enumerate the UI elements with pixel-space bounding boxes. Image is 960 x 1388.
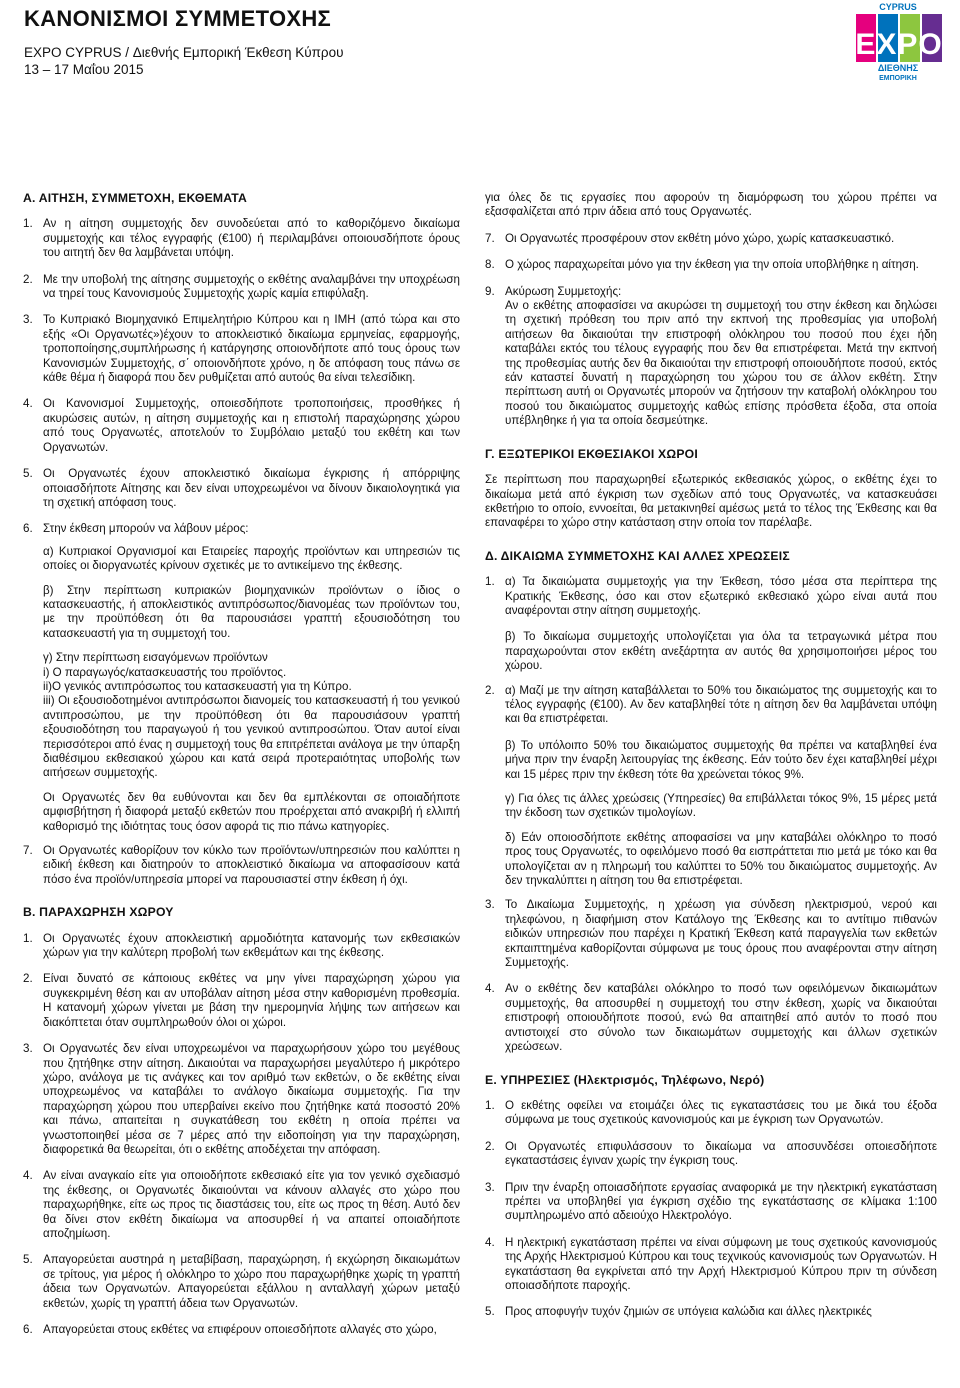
sub-item-c-line: ii)Ο γενικός αντιπρόσωπος του κατασκευαστή για τη Κύπρο. [43, 679, 352, 693]
section-e-heading: Ε. ΥΠΗΡΕΣΙΕΣ (Ηλεκτρισμός, Τηλέφωνο, Νερό) [485, 1072, 765, 1087]
cancellation-body: Αν ο εκθέτης αποφασίσει να ακυρώσει τη συμμετοχή του στην έκθεση και δηλώσει τη σχετική πρόθεση του πριν από την εκπνοή της προθεσμίας για υποβολή αιτήσεων θα δικαιούται την επιστροφή ολόκληρου του ποσού που έχει ήδη καταβάλει εκτός του τέλους εγγραφής που δεν θα επιστρέφεται. Μετά την εκπνοή της προθεσμίας αυτής δεν θα δικαιούται την επιστροφή οποιουδήποτε ποσού, εκτός εάν καταστεί δυνατή η παραχώρηση του χώρου του σε άλλον εκθέτη. Στην περίπτωση αυτή οι Οργανωτές μπορούν να ζητήσουν την καταβολή ολόκληρου του ποσού του δικαιώματος συμμετοχής καθώς επίσης πρόσθετα έξοδα, στα οποία υπέβληθηκε ή για τα οποία δεσμεύτηκε. [505, 299, 937, 428]
section-d-heading: Δ. ΔΙΚΑΙΩΜΑ ΣΥΜΜΕΤΟΧΗΣ ΚΑΙ ΑΛΛΕΣ ΧΡΕΩΣΕΙΣ [485, 548, 790, 563]
sub-item: β) Το υπόλοιπο 50% του δικαιώματος συμμετοχής θα πρέπει να καταβληθεί ένα μήνα πριν την έναρξη λειτουργίας της έκθεσης. Εάν τούτο δεν έχει καταβληθεί μέχρι και 15 μέρες πριν την έκθεση τότε θα χρεώνεται τόκος 9%. [505, 738, 937, 781]
sub-item: γ) Για όλες τις άλλες χρεώσεις (Υπηρεσίες) θα επιβάλλεται τόκος 9%, 15 μέρες μετά την έκδοση των σχετικών τιμολογίων. [505, 792, 937, 820]
list-item: 2. Είναι δυνατό σε κάποιους εκθέτες να μην γίνει παραχώρηση χώρου για συγκεκριμένη θέση και αν υποβάλαν αίτηση μέσα στην καθορισμένη προθεσμία. Η κατανομή χώρων γίνεται με βάση την ημερομηνία λήψης των αιτήσεων και διακόπτεται όταν συμπληρωθούν όλοι οι χώροι. [23, 972, 460, 1029]
list-item: 4. Αν είναι αναγκαίο είτε για οποιοδήποτε εκθεσιακό είτε για τον γενικό σχεδιασμό της έκθεσης, οι Οργανωτές δικαιούνται να κάνουν αλλαγές στο χώρο που παραχωρήθηκε, είτε ως προς τις διαστάσεις του, είτε ως προς τη θέση. Αυτό δεν θα δίνει στον εκθέτη δικαίωμα να αποσυρθεί ή να απαιτεί οποιαδήποτε αποζημίωση. [23, 1169, 460, 1240]
list-item: 1. Οι Οργανωτές έχουν αποκλειστική αρμοδιότητα κατανομής των εκθεσιακών χώρων για την καλύτερη προβολή των εκθεμάτων και της έκθεσης. [23, 931, 460, 960]
sub-item: δ) Εάν οποιοσδήποτε εκθέτης αποφασίσει να μην καταβάλει ολόκληρο το ποσό προς τους Οργανωτές, το οφειλόμενο ποσό θα εισπράττεται πιο μετά με τόκο και θα υπολογίζεται αν η πληρωμή του καλύπτει το 50% του δικαιώματος συμμετοχής. Αν δεν τηνκαλύπτει η αίτηση του θα επιστρέφεται. [505, 830, 937, 888]
event-dates: 13 – 17 Μαΐου 2015 [24, 62, 144, 77]
logo-top-text: CYPRUS [879, 2, 917, 12]
sub-item-c-iii: iii) Οι εξουσιοδοτημένοι αντιπρόσωποι διανομείς του κατασκευαστή ή του γενικού αντιπροσώπου, με την προϋπόθεση ότι θα παρουσιάσουν γραπτή εξουσιοδότηση του παραγωγού ή του γενικού αντιπροσώπου. Όταν αυτοί είναι περισσότεροι από ένας η συμμετοχή τους θα επιτρέπεται ανάλογα με την ύπαρξη διαθέσιμου εκθεσιακού χώρου και κατά σειρά προτεραιότητας υποβολής των αιτήσεων συμμετοχής. [43, 694, 460, 780]
list-item: 9. Ακύρωση Συμμετοχής: Αν ο εκθέτης αποφασίσει να ακυρώσει τη συμμετοχή του στην έκθεση και δηλώσει τη σχετική πρόθεση του πριν από την εκπνοή της προθεσμίας για υποβολή αιτήσεων θα δικαιούται την επιστροφή ολόκληρου του ποσού που έχει ήδη καταβάλει εκτός του τέλους εγγραφής που δεν θα επιστρέφεται. Μετά την εκπνοή της προθεσμίας αυτής δεν θα δικαιούται την επιστροφή οποιουδήποτε ποσού, εκτός εάν καταστεί δυνατή η παραχώρηση του χώρου του σε άλλον εκθέτη. Στην περίπτωση αυτή οι Οργανωτές μπορούν να ζητήσουν την καταβολή ολόκληρου του ποσού του δικαιώματος συμμετοχής καθώς επίσης πρόσθετα έξοδα, στα οποία υπέβληθηκε ή για τα οποία δεσμεύτηκε. [485, 284, 937, 428]
continuation-text: για όλες δε τις εργασίες που αφορούν τη διαμόρφωση του χώρου πρέπει να εξασφαλίζεται από πριν άδεια από τους Οργανωτές. [485, 191, 937, 219]
event-name: EXPO CYPRUS / Διεθνής Εμπορική Έκθεση Κύπρου [24, 45, 344, 60]
sub-item-c-line: γ) Στην περίπτωση εισαγόμενων προϊόντων [43, 651, 268, 665]
list-item: 3. Πριν την έναρξη οποιασδήποτε εργασίας αναφορικά με την ηλεκτρική εγκατάσταση πρέπει να υποβληθεί για έγκριση σχέδιο της εγκατάστασης σε κλίμακα 1:100 συμπληρωμένο από αδειούχο Ηλεκτρολόγο. [485, 1180, 937, 1223]
list-item: 7. Οι Οργανωτές καθορίζουν τον κύκλο των προϊόντων/υπηρεσιών που καλύπτει η ειδική έκθεση και διατηρούν το αποκλειστικό δικαίωμα να αποφασίσουν κατά πόσο ένα προϊόν/υπηρεσία μπορεί να παρουσιαστεί στην έκθεση ή όχι. [23, 844, 460, 886]
section-b-heading: Β. ΠΑΡΑΧΩΡΗΣΗ ΧΩΡΟΥ [23, 905, 174, 920]
list-item: 3. Το Δικαίωμα Συμμετοχής, η χρέωση για σύνδεση ηλεκτρισμού, νερού και τηλεφώνου, η διαφήμιση στον Κατάλογο της Έκθεσης και το αντίτιμο πιθανών ειδικών υπηρεσιών που παρέχει η Κρατική Έκθεση κατά παραγγελία των εκθετών εκπαιπτημένα καθορίζονται σύμφωνα με τους όρους που αναφέρονται στην αίτηση Συμμετοχής. [485, 898, 937, 970]
list-item: 6. Στην έκθεση μπορούν να λάβουν μέρος: [23, 522, 249, 536]
list-item: 7. Οι Οργανωτές προσφέρουν στον εκθέτη μόνο χώρο, χωρίς κατασκευαστικό. [485, 231, 895, 245]
list-item: 3. Οι Οργανωτές δεν είναι υποχρεωμένοι να παραχωρήσουν χώρο του μεγέθους που ζητήθηκε στην αίτηση. Δικαιούται να παραχωρήσει μεγαλύτερο ή μικρότερο χώρο, ανάλογα με τις ανάγκες και τον αριθμό των εκθετών, ο δε εκθέτης είναι υποχρεωμένος να καταβάλει το ανάλογο δικαίωμα συμμετοχής. Για την παραχώρηση χώρου που υπερβαίνει εκείνο που ζητήθηκε κατά ποσοστό 20% και πάνω, απαιτείται η συγκατάθεση του εκθέτη η οποία πρέπει να γνωστοποιηθεί μέσα σε 7 μέρες από την ειδοποίηση για την παραχώρηση, διαφορετικά θα θεωρείται, ότι ο εκθέτης αποδέχεται την απόφαση. [23, 1042, 460, 1156]
section-c-heading: Γ. ΕΞΩΤΕΡΙΚΟΙ ΕΚΘΕΣΙΑΚΟΙ ΧΩΡΟΙ [485, 446, 698, 461]
list-item: 6. Απαγορεύεται στους εκθέτες να επιφέρουν οποιεσδήποτε αλλαγές στο χώρο, [23, 1323, 437, 1336]
list-item: 2. Οι Οργανωτές επιφυλάσσουν το δικαίωμα να αποσυνδέσει οποιεσδήποτε εγκαταστάσεις έγιναν χωρίς την έγκριση τους. [485, 1139, 937, 1168]
left-column [23, 191, 460, 1349]
list-item: 8. Ο χώρος παραχωρείται μόνο για την έκθεση για την οποία υποβλήθηκε η αίτηση. [485, 258, 919, 272]
list-item: 5. Προς αποφυγήν τυχόν ζημιών σε υπόγεια καλώδια και άλλες ηλεκτρικές [485, 1305, 872, 1319]
sub-item-c-line: i) Ο παραγωγός/κατασκευαστής του προϊόντος. [43, 665, 287, 679]
cyprus-expo-logo [848, 0, 948, 82]
list-item: 4. Οι Κανονισμοί Συμμετοχής, οποιεσδήποτε τροποποιήσεις, προσθήκες ή ακυρώσεις αυτών, η αίτηση συμμετοχής και η επιστολή παραχώρησης χώρου από τους Οργανωτές, αποτελούν το Συμβόλαιο μεταξύ του εκθέτη και των Οργανωτών. [23, 397, 460, 454]
right-column [485, 191, 937, 1332]
list-item: 1. α) Τα δικαιώματα συμμετοχής για την Έκθεση, τόσο μέσα στα περίπτερα της Κρατικής Έκθεσης, όσο και στον εξωτερικό εκθεσιακό χώρο είναι αυτά που αναφέρονται στην αίτηση συμμετοχής. [485, 575, 937, 617]
logo-bottom-text: ΔΙΕΘΝΗΣ [877, 63, 919, 73]
page-title: ΚΑΝΟΝΙΣΜΟΙ ΣΥΜΜΕΤΟΧΗΣ [24, 6, 332, 31]
section-c-text: Σε περίπτωση που παραχωρηθεί εξωτερικός εκθεσιακός χώρος, ο εκθέτης έχει το δικαίωμα μετά από έγκριση των σχεδίων από τους Οργανωτές, να κατασκευάσει εκθετήριο το οποίο, εννοείται, θα μετακινηθεί αμέσως μετά το τέλος της Έκθεσης και θα επαναφέρει το χώρο στην κατάσταση στην οποία τον παρέλαβε. [485, 473, 937, 530]
sub-item-a: α) Κυπριακοί Οργανισμοί και Εταιρείες παροχής προϊόντων και υπηρεσιών τις οποίες οι διοργανωτές κρίνουν σχετικές με το αντικείμενο της έκθεσης. [43, 544, 460, 573]
list-item: 1. Ο εκθέτης οφείλει να ετοιμάζει όλες τις εγκαταστάσεις του με δικά του έξοδα σύμφωνα με τους σχετικούς κανονισμούς και με έγκριση των Οργανωτών. [485, 1098, 937, 1127]
sub-item: β) Το δικαίωμα συμμετοχής υπολογίζεται για όλα τα τετραγωνικά μέτρα που παραχωρούνται στον εκθέτη ανεξάρτητα αν αυτός θα χρησιμοποιήσει μέρος του χώρου. [505, 630, 937, 673]
list-item: 4. Αν ο εκθέτης δεν καταβάλει ολόκληρο το ποσό των οφειλόμενων δικαιωμάτων συμμετοχής, θα αποσυρθεί η συμμετοχή του στην έκθεση, χωρίς να δικαιούται επιστροφή οποιουδήποτε ποσού, ενώ θα απαιτηθεί από αυτόν το ποσό που αντιστοιχεί στο σύνολο των δικαιωμάτων συμμετοχής και άλλων σχετικών χρεώσεων. [485, 982, 937, 1054]
list-item: 5. Οι Οργανωτές έχουν αποκλειστικό δικαίωμα έγκρισης ή απόρριψης οποιασδήποτε Αίτησης και δεν είναι υποχρεωμένοι να δίνουν δικαιολογητικά για τη σχετική απόφαση τους. [23, 467, 460, 509]
logo-main-text: EXPO [855, 28, 943, 61]
logo-bottom-text-2: ΕΜΠΟΡΙΚΗ [879, 75, 917, 82]
list-item: 1. Αν η αίτηση συμμετοχής δεν συνοδεύεται από το καθοριζόμενο δικαίωμα συμμετοχής και τέλος εγγραφής (€100) ή περιλαμβάνει οποιουσδήποτε όρους του αιτητή δεν θα λαμβάνεται υπόψη. [23, 217, 460, 260]
list-item: 2. Με την υποβολή της αίτησης συμμετοχής ο εκθέτης αναλαμβάνει την υποχρέωση να τηρεί τους Κανονισμούς Συμμετοχής χωρίς καμία επιφύλαξη. [23, 272, 460, 301]
page-subtitle [24, 44, 344, 78]
item6-note: Οι Οργανωτές δεν θα ευθύνονται και δεν θα εμπλέκονται σε οποιαδήποτε αμφισβήτηση ή διαφορά μεταξύ εκθετών που προέρχεται από ανακριβή ή ελλιπή καθορισμό της ιδιότητας τους όσον αφορά τις πιο πάνω κατηγορίες. [43, 790, 460, 833]
section-a-heading: Α. ΑΙΤΗΣΗ, ΣΥΜΜΕΤΟΧΗ, ΕΚΘΕΜΑΤΑ [23, 191, 247, 205]
list-item: 3. Το Κυπριακό Βιομηχανικό Επιμελητήριο Κύπρου και η ΙΜΗ (από τώρα και στο εξής «Οι Οργανωτές»)έχουν το αποκλειστικό δικαίωμα ερμηνείας, εφαρμογής, τροποποίησης,συμπλήρωσης ή κατάργησης οποιονδήποτε από τους όρους των Κανονισμών Συμμετοχής, σ΄ οποιονδήποτε χρόνο, η δε απόφαση τους πάνω σε κάθε θέμα ή διαφορά που δεν ρυθμίζεται από αυτούς θα είναι τελεσίδικη. [23, 313, 460, 385]
sub-item-b: β) Στην περίπτωση κυπριακών βιομηχανικών προϊόντων ο ίδιος ο κατασκευαστής, ή αποκλειστικός αντιπρόσωπος/διανομέας των προϊόντων του, με την προϋπόθεση ότι θα παρουσιάσει γραπτή εξουσιοδότηση του κατασκευαστή για τη συμμετοχή του. [43, 583, 460, 640]
list-item: 5. Απαγορεύεται αυστηρά η μεταβίβαση, παραχώρηση, ή εκχώρηση δικαιωμάτων σε τρίτους, για μέρος ή ολόκληρο το χώρο που παραχωρήθηκε χωρίς τη γραπτή άδεια των Οργανωτών. Απαγορεύεται εξάλλου η ανταλλαγή χώρων μεταξύ εκθετών, χωρίς τη γραπτή άδεια των Οργανωτών. [23, 1253, 460, 1310]
item6-subitems [23, 545, 460, 834]
list-item: 2. α) Μαζί με την αίτηση καταβάλλεται το 50% του δικαιώματος της συμμετοχής και το τέλος εγγραφής (€100). Αν δεν καταβληθεί τότε η αίτηση δεν θα λαμβάνεται υπόψη και θα επιστρέφεται. [485, 683, 937, 726]
cancellation-title: Ακύρωση Συμμετοχής: [505, 284, 622, 298]
list-item: 4. Η ηλεκτρική εγκατάσταση πρέπει να είναι σύμφωνη με τους σχετικούς κανονισμούς της Αρχής Ηλεκτρισμού Κύπρου και τους τεχνικούς κανονισμούς των Οργανωτών. Η εγκατάσταση θα εγκρίνεται από την Αρχή Ηλεκτρισμού Κύπρου πριν τη σύνδεση οποιασδήποτε παροχής. [485, 1235, 937, 1292]
